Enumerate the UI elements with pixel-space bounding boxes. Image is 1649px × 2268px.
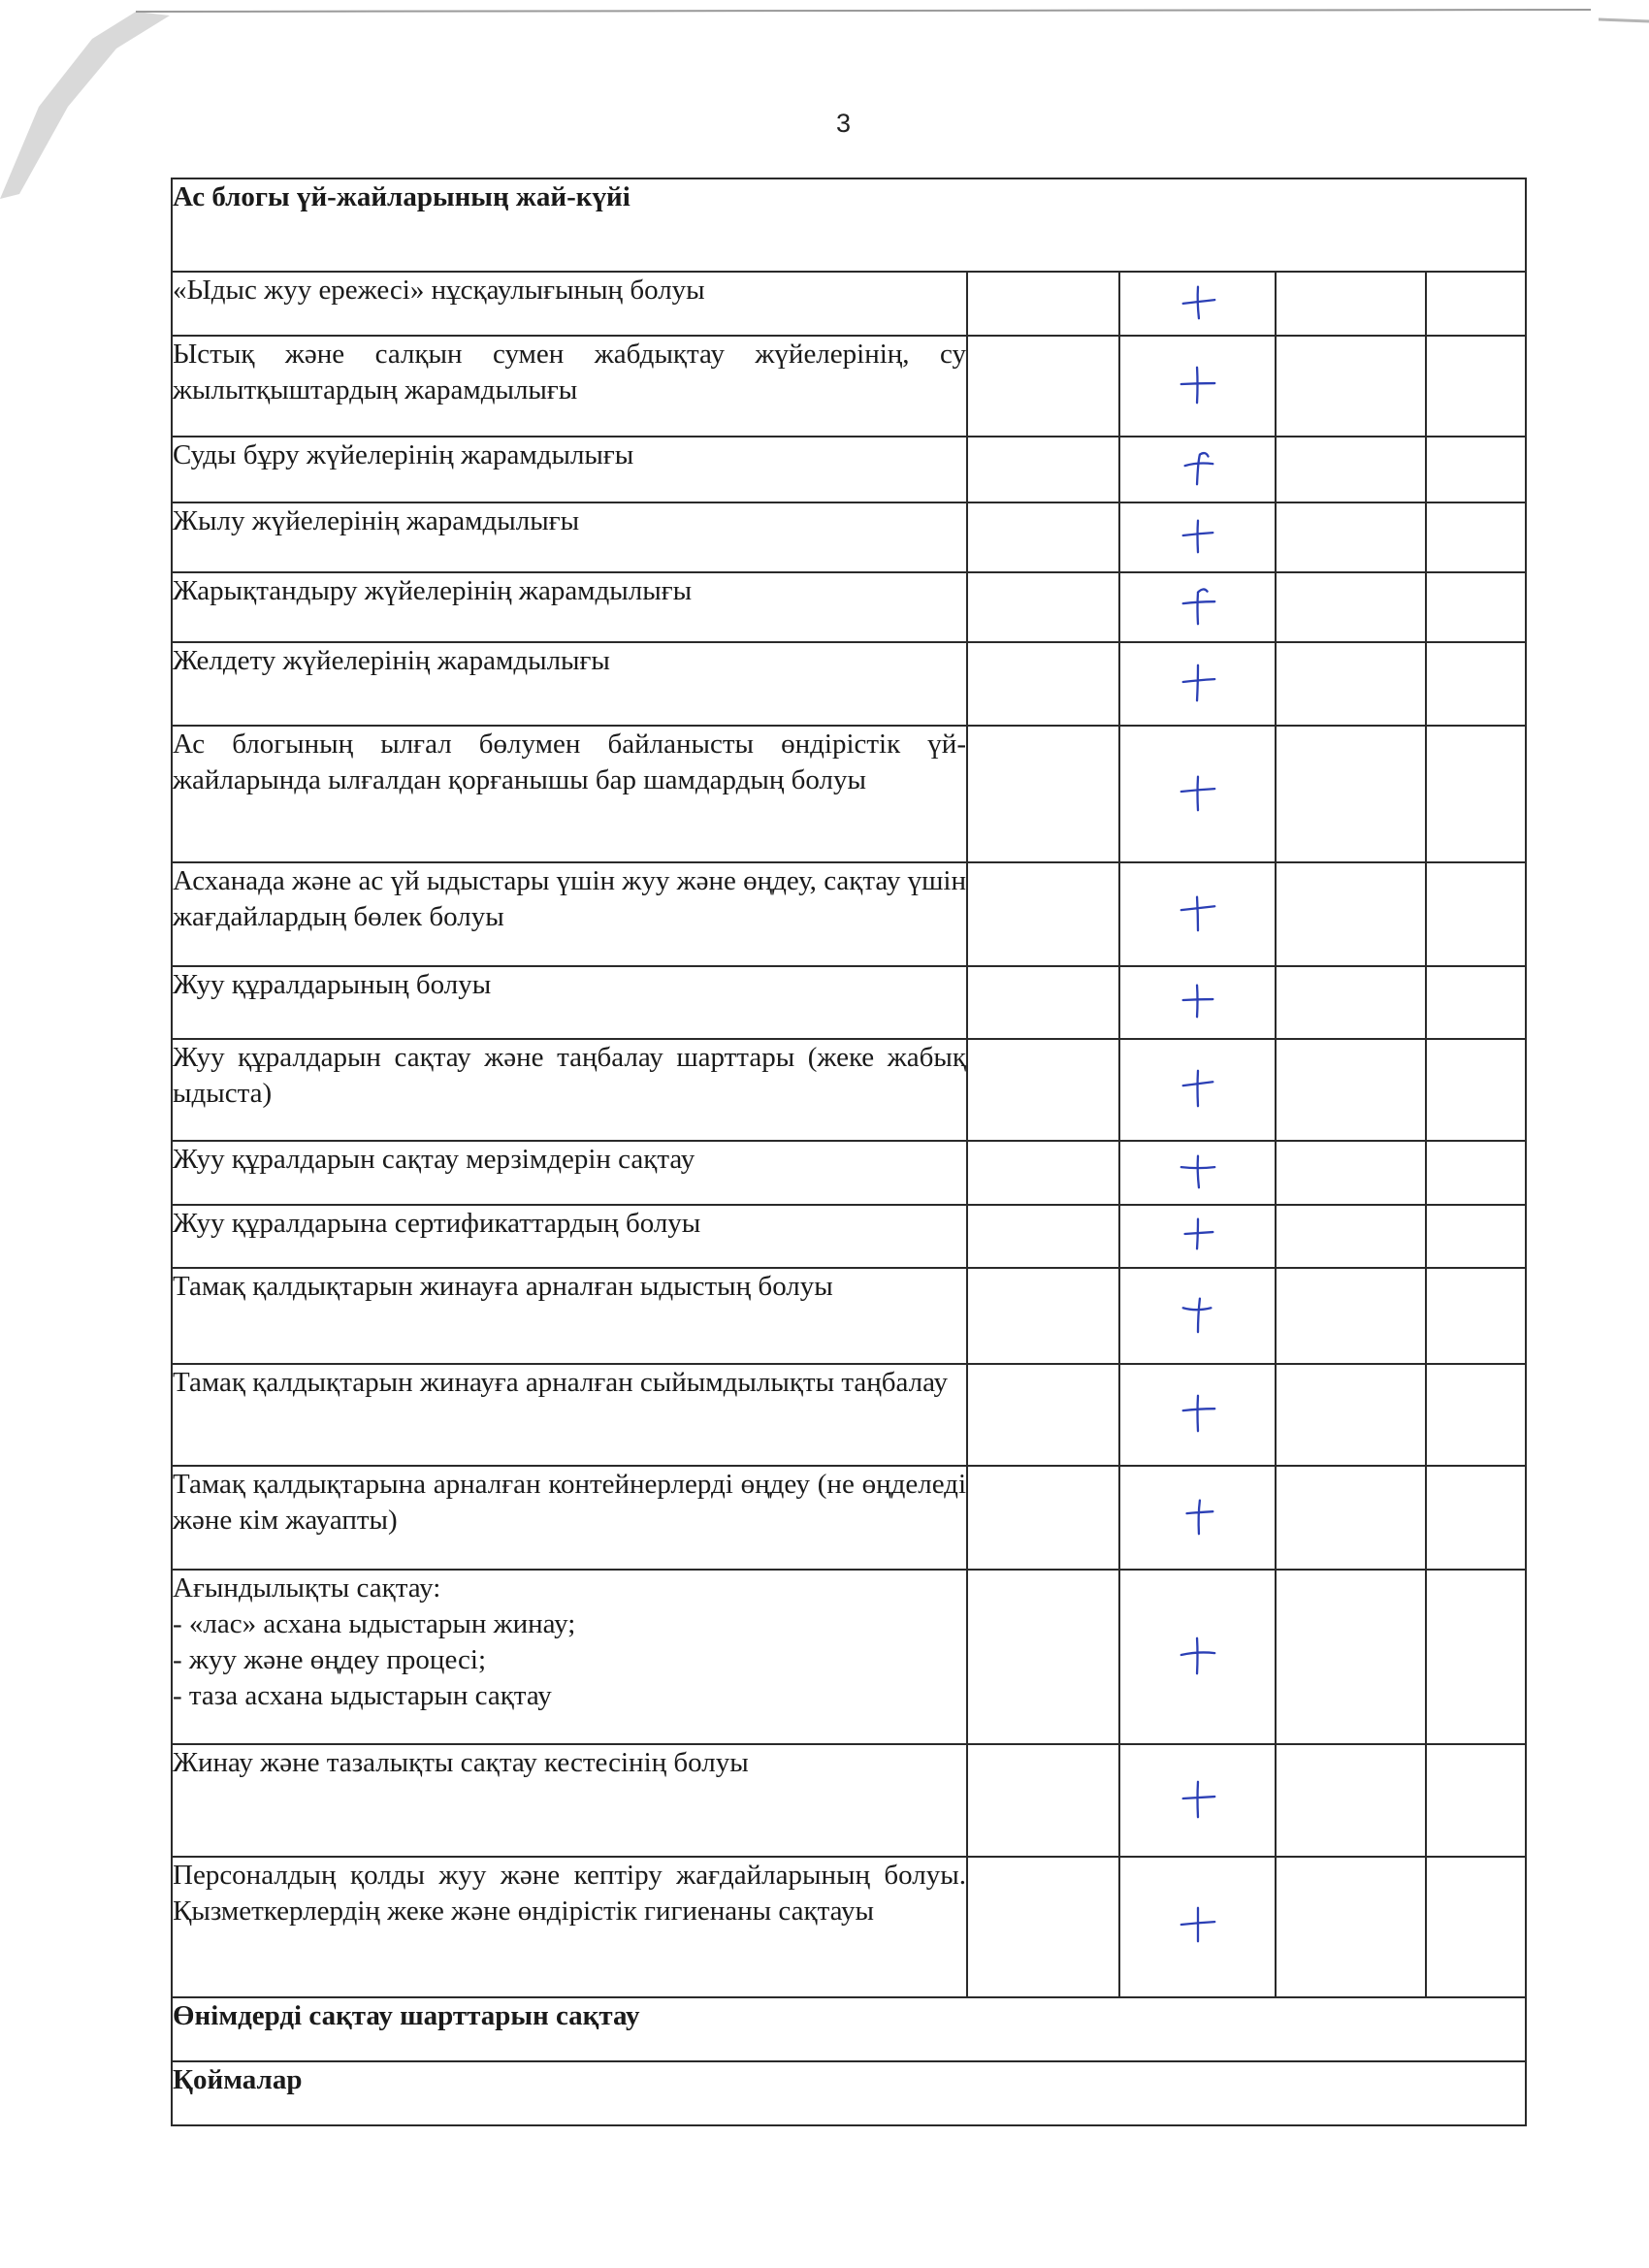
empty-cell	[1276, 1205, 1426, 1268]
empty-cell	[967, 726, 1119, 862]
mark-cell	[1119, 966, 1276, 1039]
checklist-row	[172, 1039, 1526, 1141]
empty-cell	[967, 572, 1119, 642]
empty-cell	[967, 1466, 1119, 1570]
handwritten-plus-icon	[1177, 890, 1219, 934]
criterion-text: Жуу құралдарына сертификаттардың болуы	[172, 1205, 967, 1268]
criterion-text: Ас блогының ылғал бөлумен байланысты өндірістік үй-жайларында ылғалдан қорғанышы бар шамдардың болуы	[172, 726, 967, 862]
empty-cell	[967, 272, 1119, 336]
criterion-text: Жуу құралдарын сақтау мерзімдерін сақтау	[172, 1141, 967, 1205]
checklist-row	[172, 572, 1526, 642]
empty-cell	[967, 862, 1119, 966]
mark-cell	[1119, 1570, 1276, 1744]
checklist-row	[172, 272, 1526, 336]
empty-cell	[1276, 336, 1426, 437]
checklist-row	[172, 336, 1526, 437]
empty-cell	[1276, 1570, 1426, 1744]
checklist-row	[172, 1857, 1526, 1997]
section-header-row	[172, 178, 1526, 272]
empty-cell	[1426, 1039, 1526, 1141]
mark-cell	[1119, 726, 1276, 862]
empty-cell	[1426, 1141, 1526, 1205]
checklist-row	[172, 1141, 1526, 1205]
mark-cell	[1119, 502, 1276, 572]
criterion-text: Жуу құралдарының болуы	[172, 966, 967, 1039]
empty-cell	[1276, 437, 1426, 502]
mark-cell	[1119, 1857, 1276, 1997]
handwritten-plus-icon	[1177, 1291, 1219, 1336]
handwritten-plus-icon	[1177, 978, 1219, 1022]
empty-cell	[967, 1205, 1119, 1268]
empty-cell	[967, 642, 1119, 726]
checklist-row	[172, 1364, 1526, 1466]
checklist-row	[172, 966, 1526, 1039]
empty-cell	[1276, 862, 1426, 966]
handwritten-plus-icon	[1177, 1902, 1219, 1947]
mark-cell	[1119, 1466, 1276, 1570]
mark-cell	[1119, 1141, 1276, 1205]
criterion-line: - жуу және өңдеу процесі;	[173, 1644, 487, 1675]
empty-cell	[1276, 502, 1426, 572]
empty-cell	[1276, 1466, 1426, 1570]
checklist-row	[172, 862, 1526, 966]
mark-cell	[1119, 572, 1276, 642]
criterion-text: Персоналдың қолды жуу және кептіру жағдайларының болуы. Қызметкерлердің жеке және өндірістік гигиенаны сақтауы	[172, 1857, 967, 1997]
empty-cell	[1426, 1268, 1526, 1364]
empty-cell	[1276, 1268, 1426, 1364]
empty-cell	[1426, 966, 1526, 1039]
handwritten-plus-icon	[1177, 1065, 1219, 1110]
empty-cell	[1426, 1744, 1526, 1857]
handwritten-plus-icon	[1177, 1212, 1219, 1256]
empty-cell	[1426, 862, 1526, 966]
criterion-line: - «лас» асхана ыдыстарын жинау;	[173, 1608, 576, 1639]
criterion-text: Тамақ қалдықтарына арналған контейнерлерді өңдеу (не өңделеді және кім жауапты)	[172, 1466, 967, 1570]
empty-cell	[967, 1744, 1119, 1857]
mark-cell	[1119, 1364, 1276, 1466]
empty-cell	[1426, 642, 1526, 726]
mark-cell	[1119, 272, 1276, 336]
empty-cell	[1426, 272, 1526, 336]
empty-cell	[1426, 1364, 1526, 1466]
checklist-table	[171, 178, 1527, 2126]
empty-cell	[967, 336, 1119, 437]
handwritten-plus-icon	[1177, 1493, 1219, 1538]
empty-cell	[1426, 502, 1526, 572]
section-header-row	[172, 1997, 1526, 2061]
criterion-text: Асханада және ас үй ыдыстары үшін жуу және өңдеу, сақтау үшін жағдайлардың бөлек болуы	[172, 862, 967, 966]
empty-cell	[1426, 1570, 1526, 1744]
section-title: Қоймалар	[172, 2061, 1526, 2125]
checklist-row	[172, 726, 1526, 862]
mark-cell	[1119, 336, 1276, 437]
criterion-text: Желдету жүйелерінің жарамдылығы	[172, 642, 967, 726]
section-title: Өнімдерді сақтау шарттарын сақтау	[172, 1997, 1526, 2061]
criterion-text: «Ыдыс жуу ережесі» нұсқаулығының болуы	[172, 272, 967, 336]
empty-cell	[1276, 726, 1426, 862]
criterion-line: Ағындылықты сақтау:	[173, 1572, 441, 1604]
empty-cell	[967, 966, 1119, 1039]
checklist-row	[172, 1268, 1526, 1364]
empty-cell	[967, 1857, 1119, 1997]
checklist-row	[172, 1744, 1526, 1857]
checklist-row	[172, 1570, 1526, 1744]
mark-cell	[1119, 1744, 1276, 1857]
empty-cell	[967, 1570, 1119, 1744]
handwritten-plus-icon	[1177, 513, 1219, 558]
empty-cell	[1276, 1141, 1426, 1205]
empty-cell	[967, 437, 1119, 502]
checklist-row	[172, 437, 1526, 502]
empty-cell	[967, 1141, 1119, 1205]
handwritten-plus-icon	[1177, 1776, 1219, 1821]
page-number: 3	[836, 109, 852, 138]
handwritten-plus-icon	[1177, 1633, 1219, 1677]
mark-cell	[1119, 1268, 1276, 1364]
checklist-row	[172, 1466, 1526, 1570]
criterion-text: Тамақ қалдықтарын жинауға арналған сыйымдылықты таңбалау	[172, 1364, 967, 1466]
mark-cell	[1119, 862, 1276, 966]
empty-cell	[967, 1268, 1119, 1364]
handwritten-plus-icon	[1177, 1149, 1219, 1193]
criterion-text	[172, 1570, 967, 1744]
section-title: Ас блогы үй-жайларының жай-күйі	[172, 178, 1526, 272]
empty-cell	[967, 1039, 1119, 1141]
empty-cell	[1426, 1466, 1526, 1570]
criterion-text: Жинау және тазалықты сақтау кестесінің болуы	[172, 1744, 967, 1857]
criterion-text: Жарықтандыру жүйелерінің жарамдылығы	[172, 572, 967, 642]
criterion-text: Жылу жүйелерінің жарамдылығы	[172, 502, 967, 572]
handwritten-plus-icon	[1177, 445, 1219, 490]
criterion-text: Тамақ қалдықтарын жинауға арналған ыдыстың болуы	[172, 1268, 967, 1364]
empty-cell	[967, 1364, 1119, 1466]
empty-cell	[1426, 437, 1526, 502]
handwritten-plus-icon	[1177, 279, 1219, 324]
checklist-row	[172, 502, 1526, 572]
mark-cell	[1119, 642, 1276, 726]
checklist-row	[172, 1205, 1526, 1268]
criterion-text: Жуу құралдарын сақтау және таңбалау шарттары (жеке жабық ыдыста)	[172, 1039, 967, 1141]
empty-cell	[1276, 1039, 1426, 1141]
handwritten-plus-icon	[1177, 660, 1219, 704]
empty-cell	[1276, 272, 1426, 336]
empty-cell	[1276, 572, 1426, 642]
handwritten-plus-icon	[1177, 769, 1219, 814]
mark-cell	[1119, 1205, 1276, 1268]
handwritten-plus-icon	[1177, 1390, 1219, 1435]
empty-cell	[1426, 572, 1526, 642]
empty-cell	[1426, 1205, 1526, 1268]
section-header-row	[172, 2061, 1526, 2125]
empty-cell	[1276, 1364, 1426, 1466]
empty-cell	[1276, 1857, 1426, 1997]
empty-cell	[1426, 336, 1526, 437]
empty-cell	[1276, 966, 1426, 1039]
criterion-line: - таза асхана ыдыстарын сақтау	[173, 1680, 552, 1711]
handwritten-plus-icon	[1177, 583, 1219, 628]
criterion-text: Суды бұру жүйелерінің жарамдылығы	[172, 437, 967, 502]
checklist-row	[172, 642, 1526, 726]
empty-cell	[1276, 1744, 1426, 1857]
empty-cell	[1426, 1857, 1526, 1997]
empty-cell	[1276, 642, 1426, 726]
empty-cell	[1426, 726, 1526, 862]
mark-cell	[1119, 437, 1276, 502]
criterion-text: Ыстық және салқын сумен жабдықтау жүйелерінің, су жылытқыштардың жарамдылығы	[172, 336, 967, 437]
empty-cell	[967, 502, 1119, 572]
handwritten-plus-icon	[1177, 362, 1219, 406]
mark-cell	[1119, 1039, 1276, 1141]
